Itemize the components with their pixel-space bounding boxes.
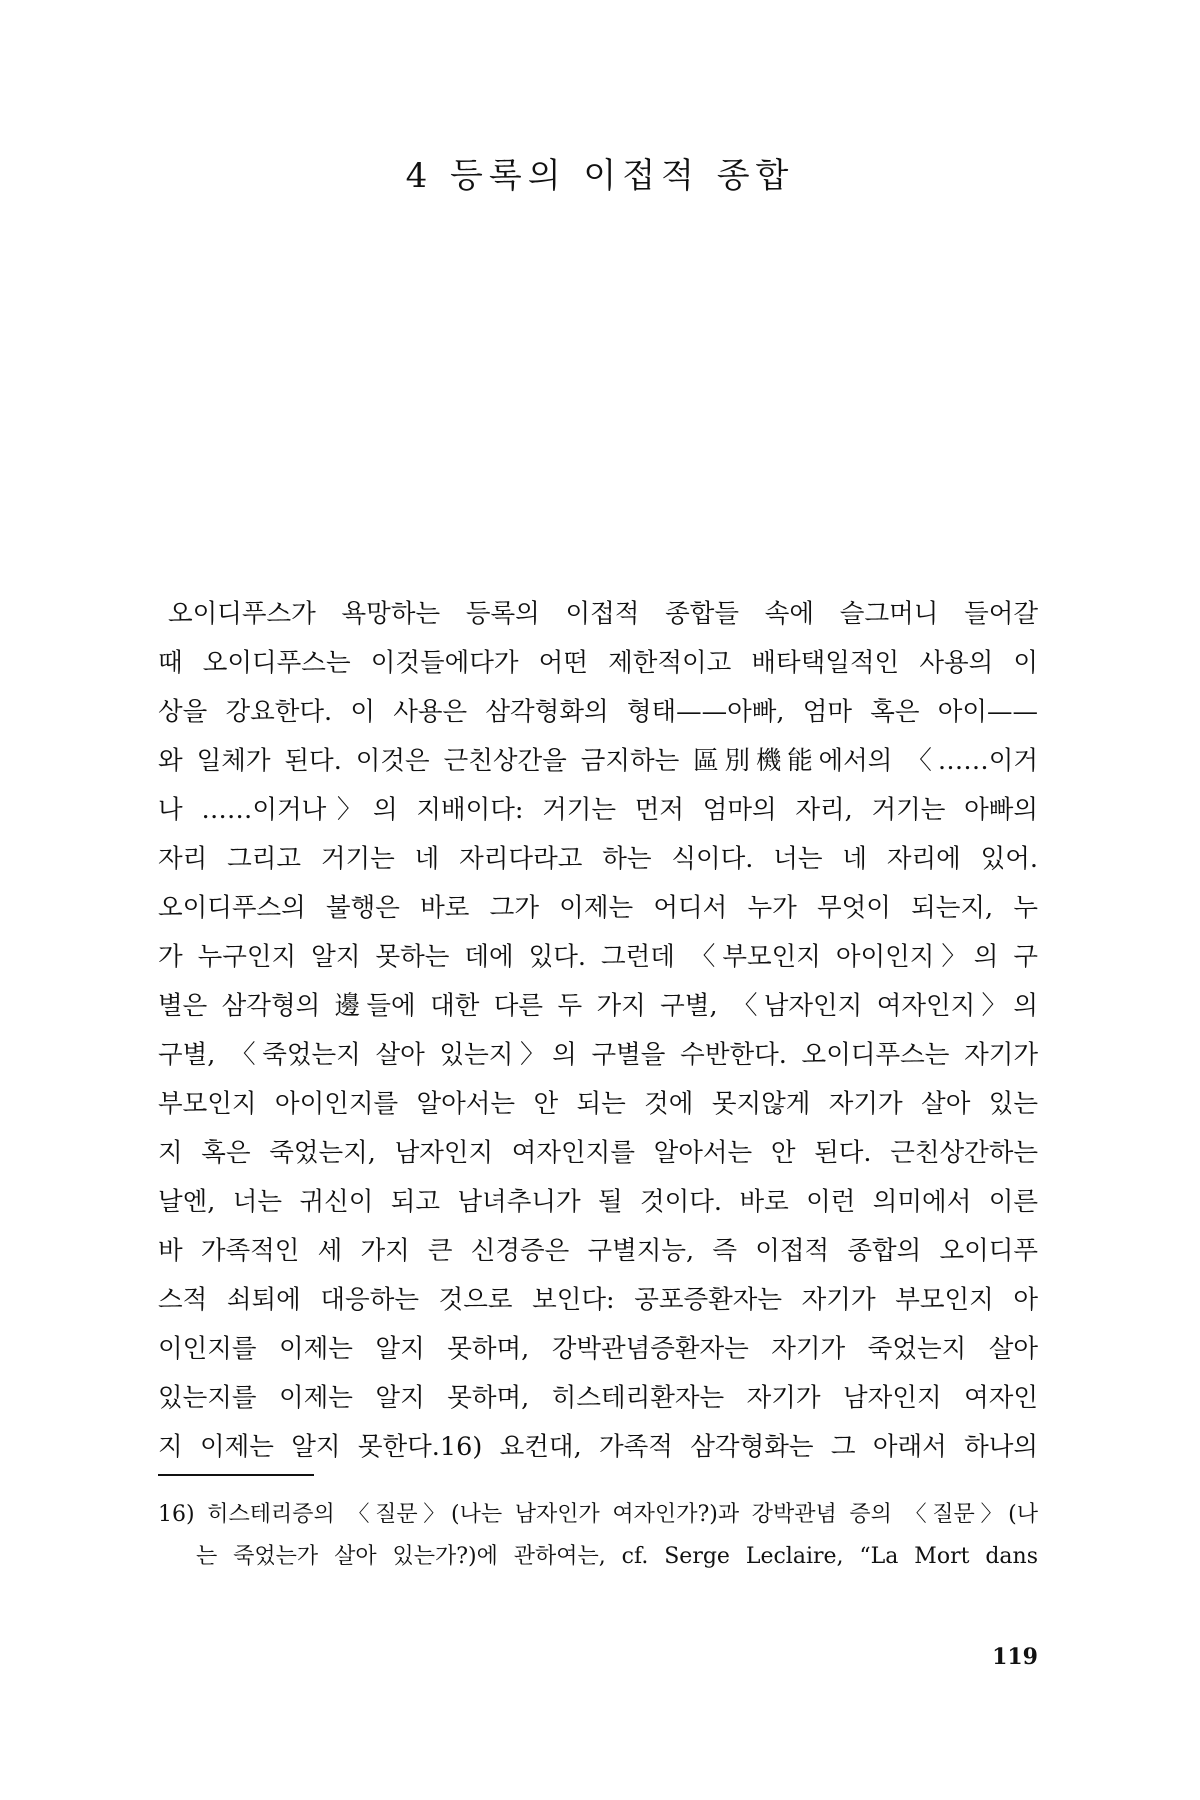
body-line: 지 혹은 죽었는지, 남자인지 여자인지를 알아서는 안 된다. 근친상간하는	[158, 1138, 1038, 1168]
footnote-line: 는 죽었는가 살아 있는가?)에 관하여는, cf. Serge Leclaire, “La Mort dans	[196, 1544, 1038, 1569]
body-line: 자리 그리고 거기는 네 자리다라고 하는 식이다. 너는 네 자리에 있어.	[158, 844, 1038, 874]
body-line: 때 오이디푸스는 이것들에다가 어떤 제한적이고 배타택일적인 사용의 이	[158, 648, 1038, 678]
footnote-divider	[158, 1474, 314, 1476]
body-line: 상을 강요한다. 이 사용은 삼각형화의 형태——아빠, 엄마 혹은 아이——	[158, 697, 1038, 727]
page-number: 119	[992, 1644, 1038, 1670]
footnote-line: 16) 히스테리증의 〈질문〉(나는 남자인가 여자인가?)과 강박관념 증의 〈질문〉(나	[158, 1502, 1038, 1527]
body-line: 오이디푸스가 욕망하는 등록의 이접적 종합들 속에 슬그머니 들어갈	[168, 599, 1038, 629]
body-text	[158, 590, 1038, 1472]
body-line: 오이디푸스의 불행은 바로 그가 이제는 어디서 누가 무엇이 되는지, 누	[158, 893, 1038, 923]
body-line: 스적 쇠퇴에 대응하는 것으로 보인다: 공포증환자는 자기가 부모인지 아	[158, 1285, 1038, 1315]
body-line: 날엔, 너는 귀신이 되고 남녀추니가 될 것이다. 바로 이런 의미에서 이른	[158, 1187, 1038, 1217]
body-line: 바 가족적인 세 가지 큰 신경증은 구별지능, 즉 이접적 종합의 오이디푸	[158, 1236, 1038, 1266]
chapter-title: 4 등록의 이접적 종합	[405, 156, 795, 196]
body-line: 이인지를 이제는 알지 못하며, 강박관념증환자는 자기가 죽었는지 살아	[158, 1334, 1038, 1364]
body-line: 있는지를 이제는 알지 못하며, 히스테리환자는 자기가 남자인지 여자인	[158, 1383, 1038, 1413]
body-line: 부모인지 아이인지를 알아서는 안 되는 것에 못지않게 자기가 살아 있는	[158, 1089, 1038, 1119]
footnotes	[158, 1494, 1038, 1578]
body-line: 와 일체가 된다. 이것은 근친상간을 금지하는 區別機能에서의 〈……이거	[158, 746, 1038, 776]
body-line: 지 이제는 알지 못한다.16) 요컨대, 가족적 삼각형화는 그 아래서 하나의	[158, 1432, 1038, 1462]
body-line: 별은 삼각형의 邊들에 대한 다른 두 가지 구별, 〈남자인지 여자인지〉의	[158, 991, 1038, 1021]
body-line: 가 누구인지 알지 못하는 데에 있다. 그런데 〈부모인지 아이인지〉의 구	[158, 942, 1038, 972]
body-line: 구별, 〈죽었는지 살아 있는지〉의 구별을 수반한다. 오이디푸스는 자기가	[158, 1040, 1038, 1070]
body-line: 나 ……이거나〉의 지배이다: 거기는 먼저 엄마의 자리, 거기는 아빠의	[158, 795, 1038, 825]
